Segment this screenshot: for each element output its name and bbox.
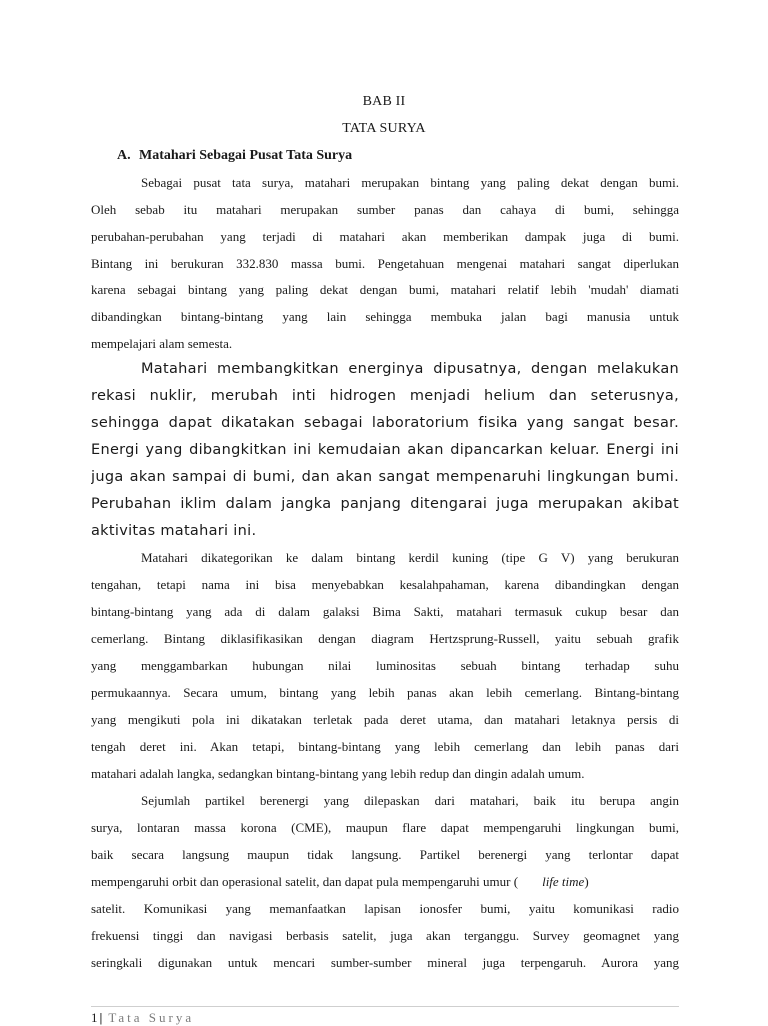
paragraph-2-line: Energi yang dibangkitkan ini kemudaian akan dipancarkan keluar. Energi ini xyxy=(91,442,679,458)
paragraph-1-line: perubahan-perubahan yang terjadi di matahari akan memberikan dampak juga di bumi. xyxy=(91,229,679,244)
paragraph-1-line: dibandingkan bintang-bintang yang lain sehingga membuka jalan bagi manusia untuk xyxy=(91,309,679,324)
page-number: 1 xyxy=(91,1010,98,1025)
footer-divider xyxy=(91,1006,679,1007)
paragraph-3-line: yang mengikuti pola ini dikatakan terletak pada deret utama, dan matahari letaknya persis di xyxy=(91,712,679,727)
paragraph-3-line: tengah deret ini. Akan tetapi, bintang-bintang yang lebih cemerlang dan lebih panas dari xyxy=(91,739,679,754)
paragraph-1-line: karena sebagai bintang yang paling dekat dengan bumi, matahari relatif lebih 'mudah' diamati xyxy=(91,282,679,297)
paragraph-4-line: baik secara langsung maupun tidak langsung. Partikel berenergi yang terlontar dapat xyxy=(91,847,679,862)
paragraph-1-line: Oleh sebab itu matahari merupakan sumber panas dan cahaya di bumi, sehingga xyxy=(91,202,679,217)
paragraph-2-line: Matahari membangkitkan energinya dipusatnya, dengan melakukan xyxy=(141,361,679,377)
paragraph-4-line: satelit. Komunikasi yang memanfaatkan lapisan ionosfer bumi, yaitu komunikasi radio xyxy=(91,901,679,916)
paragraph-3-line: permukaannya. Secara umum, bintang yang lebih panas akan lebih cemerlang. Bintang-bintang xyxy=(91,685,679,700)
paragraph-3-line: bintang-bintang yang ada di dalam galaksi Bima Sakti, matahari termasuk cukup besar dan xyxy=(91,604,679,619)
paragraph-3-line: cemerlang. Bintang diklasifikasikan dengan diagram Hertzsprung-Russell, yaitu sebuah grafik xyxy=(91,631,679,646)
paragraph-2-line: sehingga dapat dikatakan sebagai laboratorium fisika yang sangat besar. xyxy=(91,415,679,431)
paragraph-2-line: aktivitas matahari ini. xyxy=(91,523,257,539)
paragraph-1-line: Sebagai pusat tata surya, matahari merupakan bintang yang paling dekat dengan bumi. xyxy=(141,175,679,190)
section-title: Matahari Sebagai Pusat Tata Surya xyxy=(139,148,353,163)
paragraph-4-line: frekuensi tinggi dan navigasi berbasis satelit, juga akan terganggu. Survey geomagnet yang xyxy=(91,928,679,943)
paragraph-1-line: Bintang ini berukuran 332.830 massa bumi. Pengetahuan mengenai matahari sangat diperlukan xyxy=(91,256,679,271)
paragraph-4-line: Sejumlah partikel berenergi yang dilepaskan dari matahari, baik itu berupa angin xyxy=(141,793,679,808)
italic-term: life time xyxy=(542,874,585,889)
paragraph-3-line: Matahari dikategorikan ke dalam bintang kerdil kuning (tipe G V) yang berukuran xyxy=(141,550,679,565)
paragraph-3-line: matahari adalah langka, sedangkan bintang-bintang yang lebih redup dan dingin adalah umum. xyxy=(91,766,585,781)
section-heading xyxy=(117,148,352,164)
chapter-title: TATA SURYA xyxy=(342,121,426,136)
paragraph-3-line: tengahan, tetapi nama ini bisa menyebabkan kesalahpahaman, karena dibandingkan dengan xyxy=(91,577,679,592)
paragraph-2-line: Perubahan iklim dalam jangka panjang ditengarai juga merupakan akibat xyxy=(91,496,679,512)
section-letter: A. xyxy=(117,148,131,163)
chapter-number: BAB II xyxy=(362,94,406,109)
footer-title: Tata Surya xyxy=(108,1010,195,1025)
paragraph-4-line xyxy=(91,874,679,890)
paragraph-2-line: juga akan sampai di bumi, dan akan sangat mempenaruhi lingkungan bumi. xyxy=(91,469,679,485)
paragraph-1-line: mempelajari alam semesta. xyxy=(91,336,233,351)
paragraph-4-line: seringkali digunakan untuk mencari sumber-sumber mineral juga terpengaruh. Aurora yang xyxy=(91,955,679,970)
paragraph-4-paren: ) xyxy=(584,874,589,889)
paragraph-3-line: yang menggambarkan hubungan nilai luminositas sebuah bintang terhadap suhu xyxy=(91,658,679,673)
paragraph-4-line: surya, lontaran massa korona (CME), maupun flare dapat mempengaruhi lingkungan bumi, xyxy=(91,820,679,835)
footer-separator: | xyxy=(99,1010,103,1025)
paragraph-2-line: rekasi nuklir, merubah inti hidrogen menjadi helium dan seterusnya, xyxy=(91,388,679,404)
paragraph-4-text: mempengaruhi orbit dan operasional satelit, dan dapat pula mempengaruhi umur ( xyxy=(91,874,519,889)
